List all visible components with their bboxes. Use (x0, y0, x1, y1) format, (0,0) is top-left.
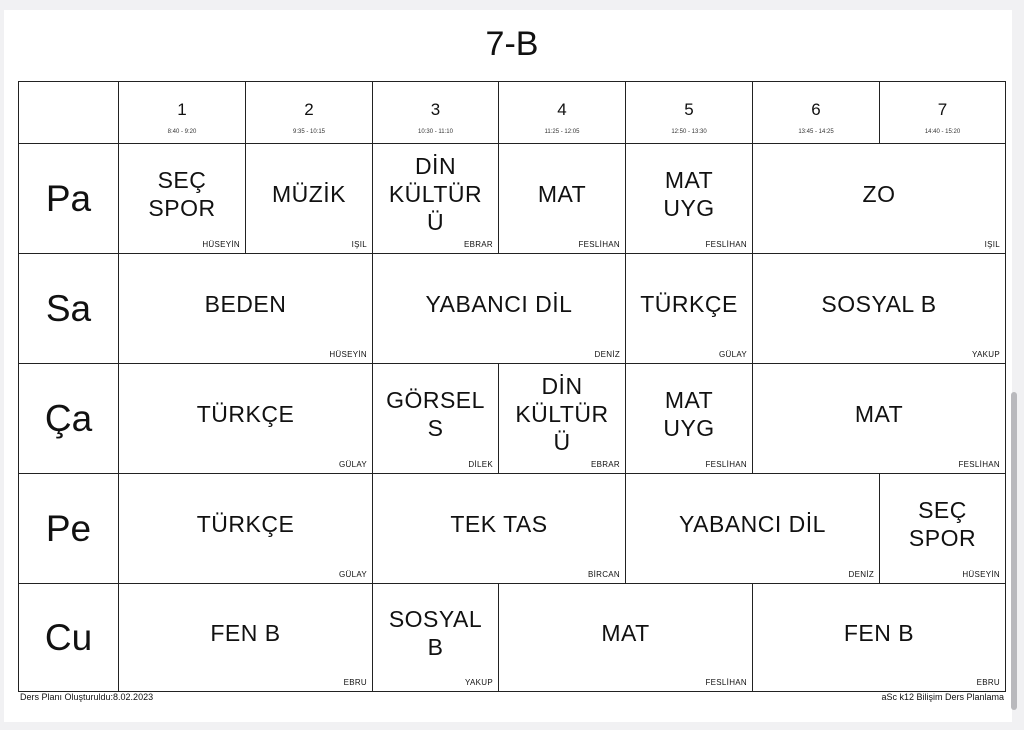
lesson-subject: FEN B (843, 619, 915, 646)
period-header (245, 81, 373, 144)
lesson-teacher: BİRCAN (587, 570, 620, 579)
lesson-subject: MAT (601, 619, 650, 646)
lesson-cell[interactable] (498, 143, 626, 254)
lesson-subject: SOSYAL B (388, 605, 483, 660)
day-label: Sa (45, 287, 92, 329)
lesson-teacher: FESLİHAN (578, 240, 620, 249)
lesson-subject: SOSYAL B (821, 290, 937, 317)
lesson-cell[interactable] (498, 363, 626, 474)
lesson-teacher: HÜSEYİN (329, 350, 367, 359)
lesson-teacher: HÜSEYİN (962, 570, 1000, 579)
lesson-cell[interactable] (752, 363, 1006, 474)
lesson-teacher: EBRAR (463, 240, 493, 249)
period-time: 9:35 - 10:15 (292, 129, 326, 135)
period-header (625, 81, 753, 144)
lesson-teacher: EBRAR (590, 460, 620, 469)
lesson-teacher: GÜLAY (338, 460, 367, 469)
day-label-cell (18, 143, 119, 254)
lesson-teacher: FESLİHAN (705, 240, 747, 249)
period-header (372, 81, 499, 144)
day-label: Pa (45, 177, 92, 219)
period-header (879, 81, 1006, 144)
lesson-teacher: GÜLAY (338, 570, 367, 579)
period-time: 11:25 - 12:05 (544, 129, 580, 135)
lesson-teacher: GÜLAY (718, 350, 747, 359)
period-time: 10:30 - 11:10 (418, 129, 453, 135)
lesson-cell[interactable] (625, 253, 753, 364)
lesson-subject: MAT (854, 400, 904, 427)
lesson-cell[interactable] (245, 143, 373, 254)
period-number: 1 (177, 100, 187, 119)
lesson-subject: TEK TAS (450, 510, 548, 537)
lesson-cell[interactable] (372, 473, 626, 584)
day-label: Ça (44, 397, 93, 439)
lesson-subject: SEÇ SPOR (148, 166, 216, 221)
lesson-subject: BEDEN (204, 290, 287, 317)
lesson-teacher: YAKUP (464, 678, 493, 687)
lesson-subject: TÜRKÇE (196, 400, 295, 427)
lesson-subject: FEN B (210, 619, 281, 646)
lesson-cell[interactable] (118, 143, 246, 254)
lesson-teacher: EBRU (343, 678, 367, 687)
period-number: 7 (937, 100, 948, 119)
period-time: 12:50 - 13:30 (671, 129, 707, 135)
lesson-teacher: FESLİHAN (705, 678, 747, 687)
lesson-subject: ZO (862, 180, 896, 207)
lesson-subject: YABANCI DİL (425, 290, 573, 317)
period-number: 6 (811, 100, 821, 119)
period-time: 14:40 - 15:20 (924, 129, 961, 135)
lesson-cell[interactable] (625, 143, 753, 254)
scrollbar[interactable] (1011, 392, 1017, 710)
day-label-cell (18, 363, 119, 474)
lesson-subject: TÜRKÇE (196, 510, 295, 537)
period-header (752, 81, 880, 144)
lesson-cell[interactable] (498, 583, 753, 692)
lesson-subject: TÜRKÇE (640, 290, 738, 317)
lesson-cell[interactable] (372, 143, 499, 254)
lesson-teacher: DİLEK (468, 460, 493, 469)
period-number: 2 (304, 100, 314, 119)
lesson-subject: MAT UYG (663, 386, 715, 441)
lesson-cell[interactable] (372, 583, 499, 692)
lesson-teacher: DENİZ (848, 570, 874, 579)
lesson-subject: MAT UYG (663, 166, 715, 221)
lesson-teacher: IŞIL (351, 240, 367, 249)
lesson-cell[interactable] (752, 143, 1006, 254)
lesson-subject: MAT (537, 180, 587, 207)
period-number: 5 (684, 100, 694, 119)
lesson-subject: YABANCI DİL (679, 510, 826, 537)
lesson-teacher: YAKUP (971, 350, 1000, 359)
lesson-subject: GÖRSEL S (386, 386, 485, 441)
lesson-subject: DİN KÜLTÜR Ü (515, 372, 609, 455)
day-label-cell (18, 253, 119, 364)
lesson-subject: SEÇ SPOR (908, 496, 977, 551)
period-number: 3 (430, 100, 441, 119)
lesson-cell[interactable] (118, 473, 373, 584)
lesson-cell[interactable] (118, 253, 373, 364)
period-time: 8:40 - 9:20 (167, 129, 197, 135)
footer-software-credit: aSc k12 Bilişim Ders Planlama (881, 692, 1004, 702)
lesson-teacher: FESLİHAN (958, 460, 1000, 469)
period-time: 13:45 - 14:25 (798, 129, 834, 135)
day-label-cell (18, 583, 119, 692)
lesson-cell[interactable] (752, 253, 1006, 364)
lesson-teacher: IŞIL (984, 240, 1000, 249)
day-label: Cu (44, 616, 93, 658)
lesson-teacher: DENİZ (594, 350, 620, 359)
day-label-cell (18, 473, 119, 584)
lesson-cell[interactable] (372, 363, 499, 474)
lesson-cell[interactable] (625, 363, 753, 474)
lesson-cell[interactable] (625, 473, 880, 584)
lesson-subject: DİN KÜLTÜR Ü (388, 152, 483, 235)
footer-created-date: Ders Planı Oluşturuldu:8.02.2023 (20, 692, 154, 702)
corner-cell (18, 81, 119, 144)
day-label: Pe (45, 507, 92, 549)
lesson-cell[interactable] (879, 473, 1006, 584)
lesson-cell[interactable] (118, 583, 373, 692)
period-header (118, 81, 246, 144)
period-header (498, 81, 626, 144)
lesson-subject: MÜZİK (271, 180, 347, 207)
lesson-cell[interactable] (372, 253, 626, 364)
lesson-cell[interactable] (118, 363, 373, 474)
lesson-teacher: FESLİHAN (705, 460, 747, 469)
lesson-cell[interactable] (752, 583, 1006, 692)
lesson-teacher: HÜSEYİN (202, 240, 240, 249)
lesson-teacher: EBRU (976, 678, 1000, 687)
timetable-title: 7-B (485, 25, 539, 63)
period-number: 4 (557, 100, 567, 119)
